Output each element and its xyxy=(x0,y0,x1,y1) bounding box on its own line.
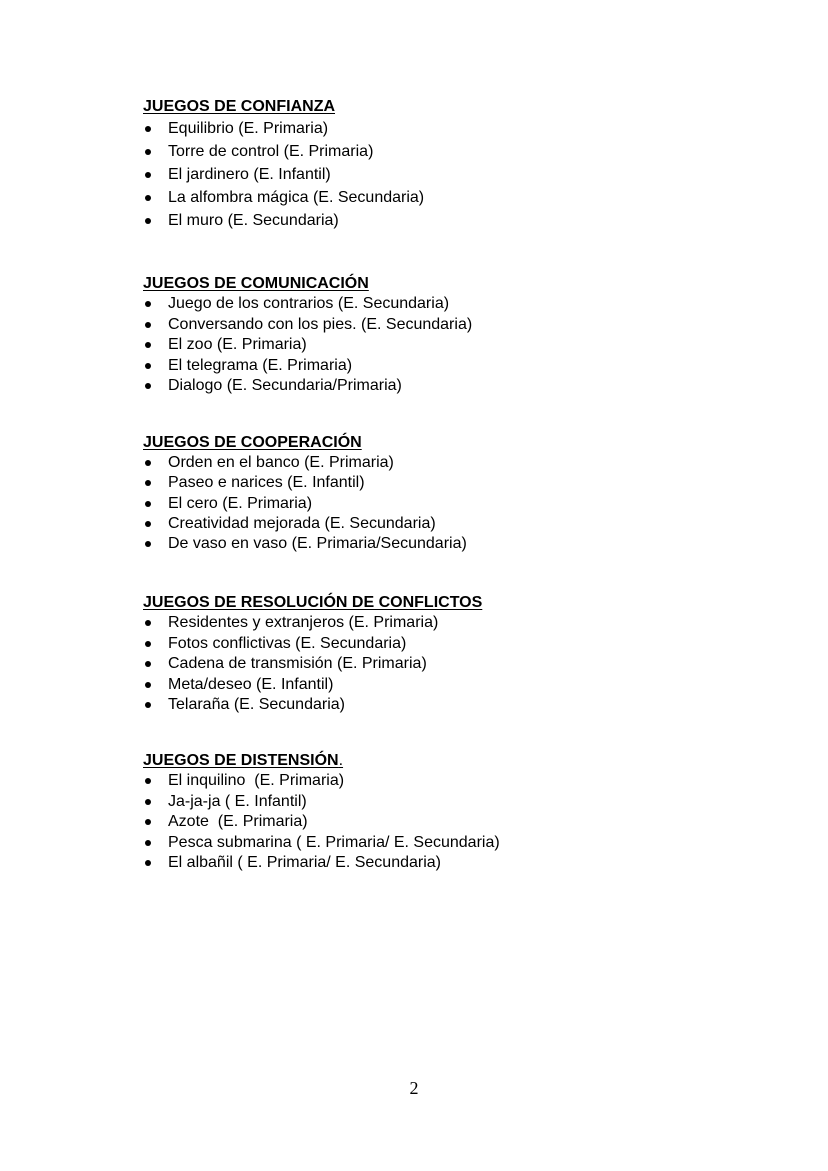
section-title xyxy=(143,97,743,117)
section-juegos-de-comunicacion xyxy=(143,274,743,397)
list-item xyxy=(143,675,743,696)
page-number: 2 xyxy=(409,1078,419,1098)
list-item-text: Paseo e narices (E. Infantil) xyxy=(168,474,365,492)
bullet-icon xyxy=(145,620,151,626)
list-item xyxy=(143,613,743,634)
list-item-text: Fotos conflictivas (E. Secundaria) xyxy=(168,634,407,652)
list-item-text: Azote (E. Primaria) xyxy=(168,813,308,830)
list-item xyxy=(143,117,743,140)
bullet-icon xyxy=(145,383,151,389)
list-item-text: Conversando con los pies. (E. Secundaria) xyxy=(168,315,473,333)
game-list xyxy=(143,117,743,232)
list-item xyxy=(143,494,743,514)
game-list xyxy=(143,453,743,554)
bullet-icon xyxy=(145,860,151,866)
list-item-text: Telaraña (E. Secundaria) xyxy=(168,696,345,713)
list-item-text: El inquilino (E. Primaria) xyxy=(168,772,345,789)
list-item-text: El telegrama (E. Primaria) xyxy=(168,356,353,374)
game-list xyxy=(143,294,743,397)
list-item-text: El muro (E. Secundaria) xyxy=(168,212,339,229)
bullet-icon xyxy=(145,541,151,547)
bullet-icon xyxy=(145,521,151,527)
bullet-icon xyxy=(145,819,151,825)
section-title-suffix: . xyxy=(338,752,344,769)
section-title xyxy=(143,274,743,294)
bullet-icon xyxy=(145,778,151,784)
list-item xyxy=(143,654,743,675)
game-list xyxy=(143,771,743,874)
bullet-icon xyxy=(145,126,151,132)
list-item xyxy=(143,833,743,854)
section-title-text: JUEGOS DE RESOLUCIÓN DE CONFLICTOS xyxy=(143,594,483,611)
list-item xyxy=(143,356,743,377)
list-item-text: Meta/deseo (E. Infantil) xyxy=(168,675,334,693)
list-item-text: Juego de los contrarios (E. Secundaria) xyxy=(168,295,450,312)
list-item xyxy=(143,163,743,186)
list-item-text: Cadena de transmisión (E. Primaria) xyxy=(168,655,427,672)
list-item xyxy=(143,186,743,209)
bullet-icon xyxy=(145,172,151,178)
section-title-text: JUEGOS DE COOPERACIÓN xyxy=(143,434,362,451)
list-item-text: Equilibrio (E. Primaria) xyxy=(168,120,329,137)
list-item xyxy=(143,634,743,655)
bullet-icon xyxy=(145,501,151,507)
list-item-text: Dialogo (E. Secundaria/Primaria) xyxy=(168,377,402,394)
list-item-text: Ja-ja-ja ( E. Infantil) xyxy=(168,792,307,810)
section-title xyxy=(143,751,743,771)
list-item xyxy=(143,771,743,792)
list-item-text: Residentes y extranjeros (E. Primaria) xyxy=(168,614,439,631)
section-juegos-de-confianza xyxy=(143,97,743,232)
bullet-icon xyxy=(145,682,151,688)
bullet-icon xyxy=(145,799,151,805)
list-item xyxy=(143,853,743,874)
section-title xyxy=(143,593,743,613)
bullet-icon xyxy=(145,149,151,155)
section-title xyxy=(143,433,743,453)
section-title-text: JUEGOS DE CONFIANZA xyxy=(143,98,336,115)
list-item xyxy=(143,315,743,336)
list-item xyxy=(143,534,743,554)
section-juegos-de-distension xyxy=(143,751,743,874)
list-item-text: El jardinero (E. Infantil) xyxy=(168,166,331,183)
list-item xyxy=(143,209,743,232)
list-item xyxy=(143,514,743,534)
bullet-icon xyxy=(145,661,151,667)
list-item-text: El albañil ( E. Primaria/ E. Secundaria) xyxy=(168,854,441,871)
list-item-text: La alfombra mágica (E. Secundaria) xyxy=(168,189,425,206)
list-item xyxy=(143,695,743,716)
bullet-icon xyxy=(145,301,151,307)
section-juegos-de-resolucion-de-conflictos xyxy=(143,593,743,716)
list-item-text: Torre de control (E. Primaria) xyxy=(168,143,374,160)
list-item xyxy=(143,376,743,397)
list-item xyxy=(143,453,743,473)
list-item xyxy=(143,294,743,315)
bullet-icon xyxy=(145,218,151,224)
bullet-icon xyxy=(145,322,151,328)
bullet-icon xyxy=(145,641,151,647)
list-item xyxy=(143,473,743,493)
list-item-text: Orden en el banco (E. Primaria) xyxy=(168,454,394,471)
bullet-icon xyxy=(145,342,151,348)
list-item xyxy=(143,792,743,813)
list-item-text: El cero (E. Primaria) xyxy=(168,494,313,512)
list-item-text: De vaso en vaso (E. Primaria/Secundaria) xyxy=(168,535,467,553)
bullet-icon xyxy=(145,363,151,369)
game-list xyxy=(143,613,743,716)
bullet-icon xyxy=(145,460,151,466)
list-item xyxy=(143,335,743,356)
bullet-icon xyxy=(145,702,151,708)
list-item-text: Pesca submarina ( E. Primaria/ E. Secundaria) xyxy=(168,833,500,851)
list-item xyxy=(143,140,743,163)
bullet-icon xyxy=(145,840,151,846)
list-item xyxy=(143,812,743,833)
list-item-text: Creatividad mejorada (E. Secundaria) xyxy=(168,514,436,532)
bullet-icon xyxy=(145,480,151,486)
section-title-text: JUEGOS DE COMUNICACIÓN xyxy=(143,275,369,292)
section-juegos-de-cooperacion xyxy=(143,433,743,554)
list-item-text: El zoo (E. Primaria) xyxy=(168,336,307,353)
bullet-icon xyxy=(145,195,151,201)
section-title-text: JUEGOS DE DISTENSIÓN xyxy=(143,752,339,769)
